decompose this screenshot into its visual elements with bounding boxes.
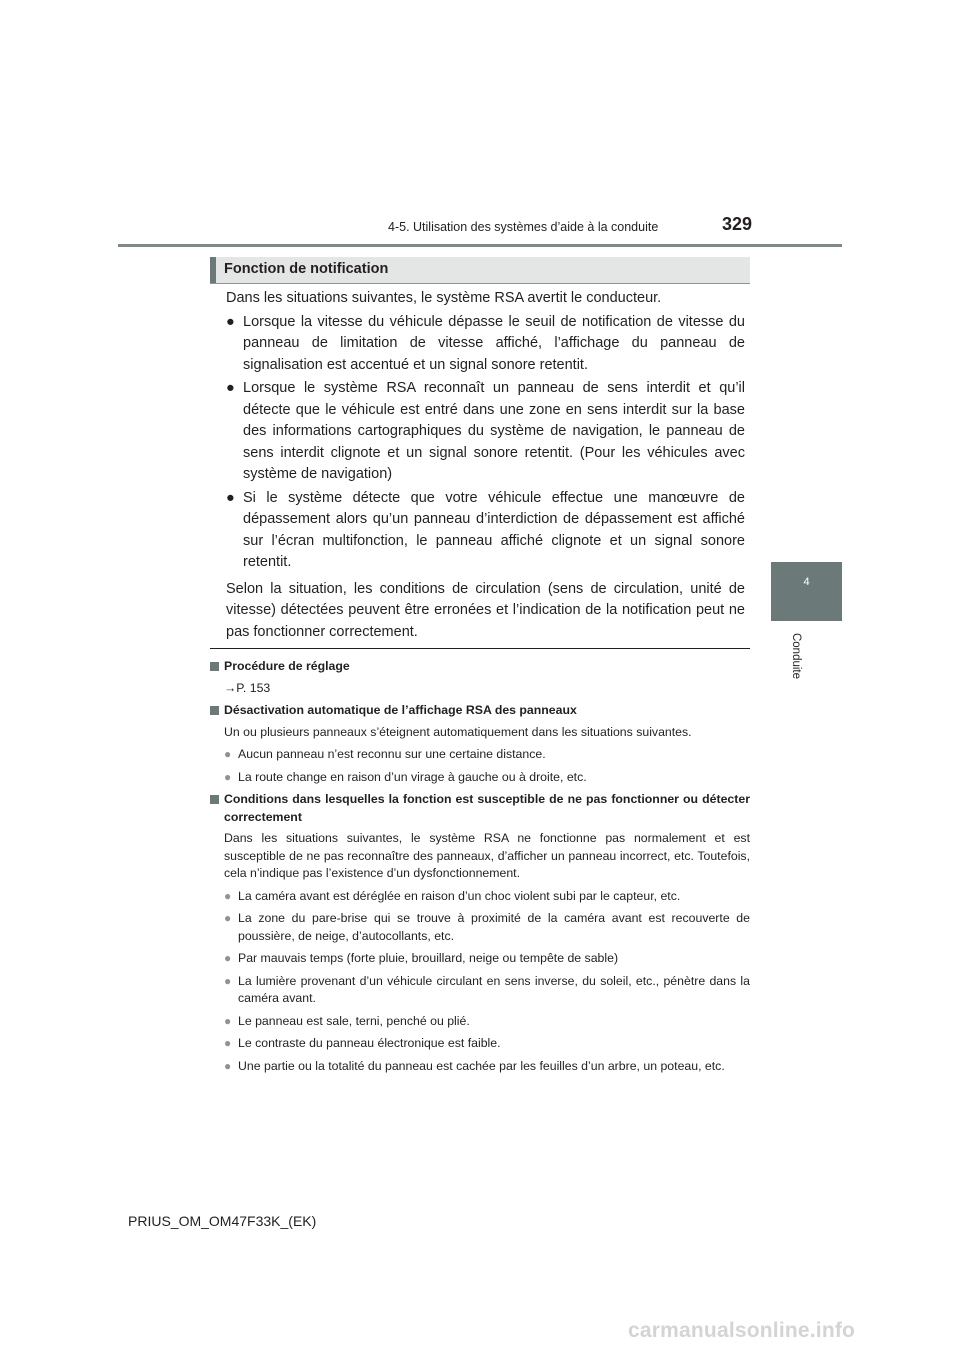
square-bullet-icon (210, 795, 219, 804)
list-item: ● Aucun panneau n’est reconnu sur une certaine distance. (210, 746, 750, 764)
list-item: ● Le contraste du panneau électronique est faible. (210, 1035, 750, 1053)
bullet-icon: ● (224, 1036, 232, 1050)
bullet-icon: ● (226, 380, 235, 396)
bullet-icon: ● (224, 1058, 232, 1073)
list-item: ● La caméra avant est déréglée en raison d’un choc violent subi par le capteur, etc. (210, 888, 750, 906)
list-item: ● Une partie ou la totalité du panneau est cachée par les feuilles d’un arbre, un poteau, etc. (210, 1058, 750, 1076)
chapter-label (788, 628, 804, 688)
bullet-icon: ● (224, 973, 232, 988)
watermark: carmanualsonline.info (628, 1319, 856, 1342)
list-item: ● La zone du pare-brise qui se trouve à proximité de la caméra avant est recouverte de poussière, de neige, d’autocollants, etc. (224, 911, 750, 943)
note-heading: Procédure de réglage (210, 658, 750, 676)
note-heading: Désactivation automatique de l’affichage RSA des panneaux (210, 702, 750, 720)
section-heading-mark (210, 257, 216, 283)
bullet-icon: ● (224, 747, 232, 761)
bullet-icon: ● (224, 911, 232, 925)
bullet-icon: ● (224, 951, 232, 965)
section-heading: Fonction de notification (224, 261, 389, 277)
chapter-label-text: Conduite (790, 632, 802, 680)
section-intro: Dans les situations suivantes, le système RSA avertit le conducteur. (226, 290, 662, 306)
header-section-title: 4-5. Utilisation des systèmes d’aide à la conduite (388, 220, 659, 234)
bullet-icon: ● (224, 1013, 232, 1028)
bullet-icon: ● (226, 489, 235, 506)
notes-block (210, 658, 750, 1075)
bullet-icon: ● (224, 769, 232, 784)
list-item: ● La lumière provenant d’un véhicule circulant en sens inverse, du soleil, etc., pénètre dans la caméra avant. (224, 973, 750, 1005)
section-body (226, 288, 745, 645)
note-heading: Conditions dans lesquelles la fonction est susceptible de ne pas fonctionner ou détecter correctement (210, 791, 750, 826)
note-text: Un ou plusieurs panneaux s’éteignent automatiquement dans les situations suivantes. (224, 724, 692, 739)
section-heading-bar (210, 257, 750, 284)
list-item: ● Si le système détecte que votre véhicule effectue une manœuvre de dépassement alors qu’un panneau d’interdiction de dépassement est affiché sur l’écran multifonction, le panneau affiché clignote et un signal sonore retentit. (226, 489, 745, 570)
section-closing: Selon la situation, les conditions de circulation (sens de circulation, unité de vitesse) détectées peuvent être erronées et l’indication de la notification peut ne pas fonctionner correctement. (226, 580, 745, 640)
list-item: ● Lorsque la vitesse du véhicule dépasse le seuil de notification de vitesse du panneau de limitation de vitesse affiché, l’affichage du panneau de signalisation est accentué et un signal sonore retentit. (226, 313, 745, 373)
chapter-number: 4 (803, 576, 810, 588)
header-rule (118, 244, 842, 247)
page-number: 329 (722, 214, 753, 234)
list-item: ● Par mauvais temps (forte pluie, brouillard, neige ou tempête de sable) (210, 950, 750, 968)
square-bullet-icon (210, 662, 219, 671)
note-text: Dans les situations suivantes, le système RSA ne fonctionne pas normalement et est susceptible de ne pas reconnaître des panneaux, d’afficher un panneau incorrect, etc. Toutefois, cela n’indique pas l’existence d’un dysfonctionnement. (224, 831, 750, 880)
list-item: ● Lorsque le système RSA reconnaît un panneau de sens interdit et qu’il détecte que le véhicule est entré dans une zone en sens interdit sur la base des informations cartographiques du système de navigation, le panneau de sens interdit clignote et un signal sonore retentit. (Pour les véhicules avec système de navigation) (226, 380, 745, 482)
bullet-icon: ● (224, 888, 232, 903)
chapter-tab (771, 562, 842, 621)
footer-doc-code: PRIUS_OM_OM47F33K_(EK) (128, 1213, 317, 1229)
list-item: ● La route change en raison d’un virage à gauche ou à droite, etc. (210, 769, 750, 787)
notes-divider (210, 648, 750, 649)
bullet-icon: ● (226, 313, 235, 330)
square-bullet-icon (210, 706, 219, 715)
list-item: ● Le panneau est sale, terni, penché ou plié. (210, 1013, 750, 1031)
page-reference-link[interactable]: →P. 153 (224, 680, 271, 695)
